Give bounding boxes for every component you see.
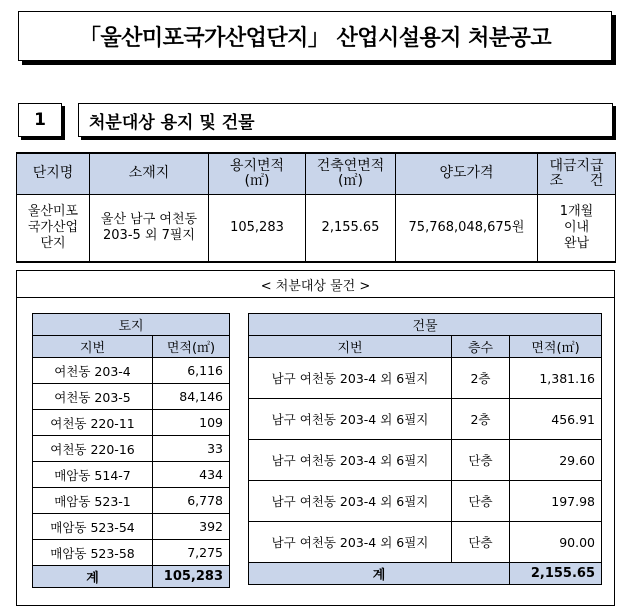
summary-header-location-text: 소재지	[128, 165, 170, 182]
land-area-cell: 6,778	[153, 488, 230, 514]
summary-complex-line1: 울산미포	[27, 203, 79, 219]
table-row	[33, 462, 230, 488]
building-lot-cell: 남구 여천동 203-4 외 6필지	[249, 522, 452, 563]
land-area-cell: 33	[153, 436, 230, 462]
summary-land-area-cell: 105,283	[209, 194, 306, 262]
building-title: 건물	[249, 314, 602, 336]
summary-location-line1: 울산 남구 여천동	[100, 211, 198, 227]
building-lot-cell: 남구 여천동 203-4 외 6필지	[249, 358, 452, 399]
land-total-label: 계	[33, 566, 153, 588]
land-lot-cell: 여천동 220-16	[33, 436, 153, 462]
table-row	[33, 384, 230, 410]
summary-payment-cell	[538, 194, 616, 262]
building-lot-cell: 남구 여천동 203-4 외 6필지	[249, 481, 452, 522]
summary-header-location	[90, 153, 209, 194]
table-row	[33, 540, 230, 566]
section-title	[78, 103, 613, 137]
summary-header-complex	[17, 153, 90, 194]
land-lot-cell: 여천동 220-11	[33, 410, 153, 436]
land-lot-cell: 여천동 203-5	[33, 384, 153, 410]
building-total-row	[249, 563, 602, 585]
building-area-cell: 90.00	[510, 522, 602, 563]
table-row	[33, 436, 230, 462]
building-floors-cell: 2층	[452, 358, 510, 399]
summary-location-line2: 203-5 외 7필지	[103, 227, 195, 243]
table-row	[33, 410, 230, 436]
building-floors-cell: 2층	[452, 399, 510, 440]
building-floors-cell: 단층	[452, 522, 510, 563]
table-row	[249, 522, 602, 563]
land-title: 토지	[33, 314, 230, 336]
land-area-cell: 392	[153, 514, 230, 540]
summary-header-floor-area-line2: (㎡)	[338, 172, 363, 189]
building-header-lot: 지번	[249, 336, 452, 358]
summary-payment-line2: 이내	[563, 219, 590, 235]
summary-header-price-text: 양도가격	[439, 165, 494, 182]
land-area-cell: 6,116	[153, 358, 230, 384]
summary-header-land-area-line2: (㎡)	[244, 172, 270, 189]
building-header-row	[249, 336, 602, 358]
summary-header-land-area-line1: 용지면적	[229, 157, 285, 174]
summary-complex-cell	[17, 194, 90, 262]
land-area-cell: 109	[153, 410, 230, 436]
detail-caption	[17, 271, 614, 298]
summary-complex-line3: 단지	[40, 235, 66, 251]
table-row	[33, 488, 230, 514]
summary-header-row	[17, 153, 616, 194]
summary-data-row	[17, 194, 616, 262]
building-total-label: 계	[249, 563, 510, 585]
summary-header-complex-text: 단지명	[32, 165, 74, 182]
land-lot-cell: 매암동 523-54	[33, 514, 153, 540]
building-area-cell: 1,381.16	[510, 358, 602, 399]
building-floors-cell: 단층	[452, 440, 510, 481]
land-total-area: 105,283	[153, 566, 230, 588]
table-row	[33, 358, 230, 384]
land-area-cell: 434	[153, 462, 230, 488]
summary-payment-line3: 완납	[563, 235, 590, 251]
table-row	[249, 399, 602, 440]
page-title-text: 「울산미포국가산업단지」 산업시설용지 처분공고	[78, 25, 552, 51]
land-area-cell: 84,146	[153, 384, 230, 410]
building-lot-cell: 남구 여천동 203-4 외 6필지	[249, 399, 452, 440]
building-title-row	[249, 314, 602, 336]
summary-header-payment	[538, 153, 616, 194]
summary-header-payment-line2: 조 건	[549, 172, 604, 189]
summary-header-floor-area	[306, 153, 396, 194]
summary-floor-area-cell: 2,155.65	[306, 194, 396, 262]
table-row	[249, 440, 602, 481]
land-header-lot: 지번	[33, 336, 153, 358]
land-lot-cell: 매암동 514-7	[33, 462, 153, 488]
summary-header-payment-line1: 대금지급	[549, 157, 604, 174]
building-header-floors: 층수	[452, 336, 510, 358]
page-title	[18, 11, 612, 61]
summary-complex-line2: 국가산업	[27, 219, 79, 235]
land-header-row	[33, 336, 230, 358]
building-table	[248, 313, 602, 585]
land-lot-cell: 매암동 523-58	[33, 540, 153, 566]
land-lot-cell: 매암동 523-1	[33, 488, 153, 514]
building-floors-cell: 단층	[452, 481, 510, 522]
building-area-cell: 29.60	[510, 440, 602, 481]
building-lot-cell: 남구 여천동 203-4 외 6필지	[249, 440, 452, 481]
summary-header-land-area	[209, 153, 306, 194]
summary-location-cell	[90, 194, 209, 262]
table-row	[33, 514, 230, 540]
land-lot-cell: 여천동 203-4	[33, 358, 153, 384]
section-number-text: 1	[34, 110, 46, 130]
building-area-cell: 456.91	[510, 399, 602, 440]
building-area-cell: 197.98	[510, 481, 602, 522]
table-row	[249, 481, 602, 522]
land-total-row	[33, 566, 230, 588]
section-number	[18, 103, 62, 137]
summary-header-price	[396, 153, 538, 194]
building-header-area: 면적(㎡)	[510, 336, 602, 358]
summary-header-floor-area-line1: 건축연면적	[316, 157, 385, 174]
summary-payment-line1: 1개월	[559, 203, 594, 219]
section-title-text: 처분대상 용지 및 건물	[89, 112, 255, 133]
building-total-area: 2,155.65	[510, 563, 602, 585]
summary-table	[16, 152, 616, 263]
land-header-area: 면적(㎡)	[153, 336, 230, 358]
detail-caption-text: < 처분대상 물건 >	[260, 278, 371, 294]
land-table	[32, 313, 230, 588]
summary-price-cell: 75,768,048,675원	[396, 194, 538, 262]
table-row	[249, 358, 602, 399]
land-title-row	[33, 314, 230, 336]
land-area-cell: 7,275	[153, 540, 230, 566]
